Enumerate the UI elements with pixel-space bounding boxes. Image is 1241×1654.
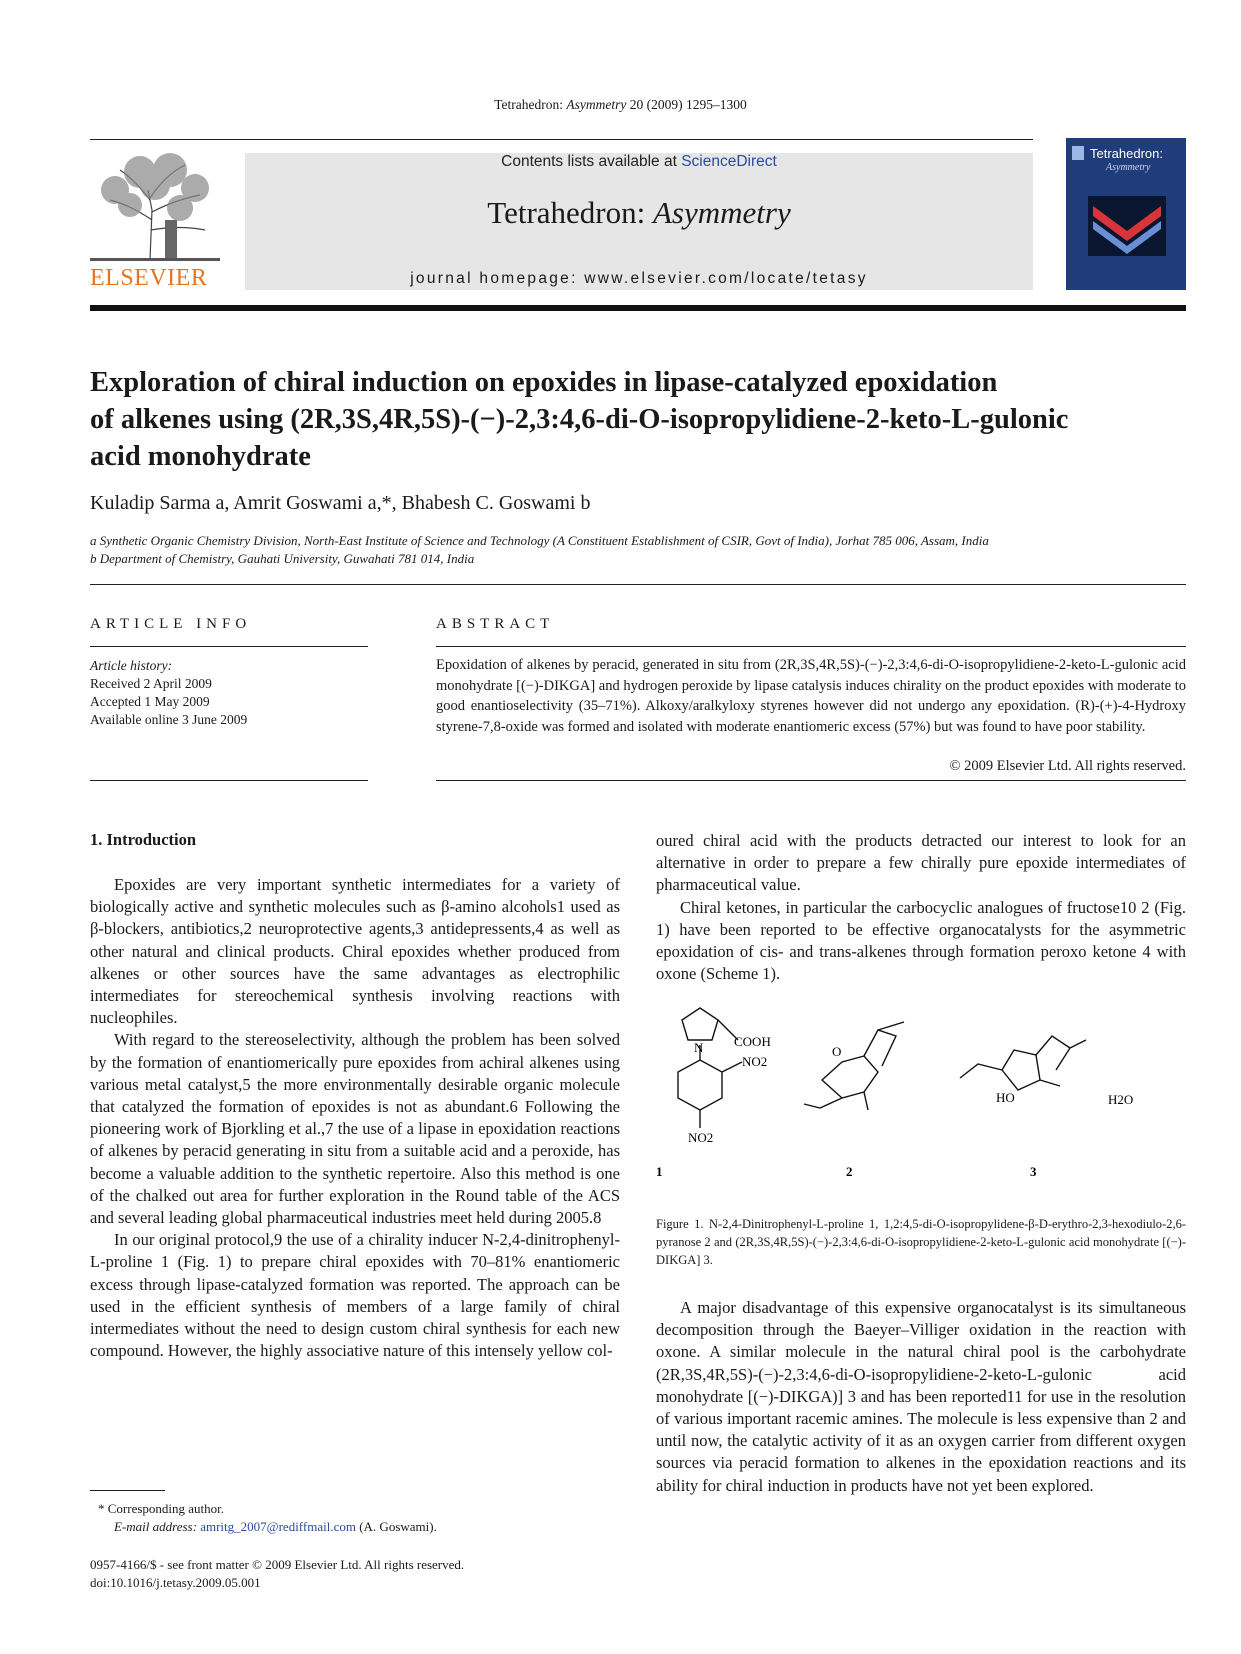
chemical-structures <box>656 1000 1186 1200</box>
masthead-rule <box>90 305 1186 311</box>
intro-paragraph-3: In our original protocol,9 the use of a chirality inducer N-2,4-dinitrophenyl-L-proline 1 (Fig. 1) to prepare chiral epoxides with 70–81% enantiomeric excess through lipase-catalyzed formation was reported. The approach can be used in the efficient synthesis of members of a large family of chiral intermediates without the need to design custom chiral synthesis for each new compound. However, the highly associative nature of this intensely yellow col- <box>90 1230 620 1361</box>
doi-line[interactable]: doi:10.1016/j.tetasy.2009.05.001 <box>90 1575 261 1590</box>
abstract-text: Epoxidation of alkenes by peracid, generated in situ from (2R,3S,4R,5S)-(−)-2,3:4,6-di-O-isopropylidiene-2-keto-L-gulonic acid monohydrate [(−)-DIKGA] and hydrogen peroxide by lipase catalysis induces chirality on the product epoxides with moderate to good enantioselectivity (35–71%). Alkoxy/aralkyloxy styrenes however did not undergo any epoxidation. (R)-(+)-4-Hydroxy styrene-7,8-oxide was formed and isolated with moderate enantiomeric excess (57%) but was found to have poor stability. <box>436 657 1186 735</box>
cover-subtitle: Asymmetry <box>1106 162 1151 173</box>
contents-available: Contents lists available at ScienceDirect <box>501 153 777 170</box>
no2-label-b: NO2 <box>688 1130 714 1145</box>
journal-citation: Tetrahedron: Asymmetry 20 (2009) 1295–1300 <box>494 97 747 112</box>
article-title: Exploration of chiral induction on epoxides in lipase-catalyzed epoxidation of alkenes using (2R,3S,4R,5S)-(−)-2,3:4,6-di-O-isopropylidiene-2-keto-L-gulonic acid monohydrate <box>90 367 1069 472</box>
online-date: Available online 3 June 2009 <box>90 712 248 727</box>
journal-banner <box>245 153 1033 290</box>
footnote-rule <box>90 1490 165 1491</box>
compound-label-2: 2 <box>846 1164 853 1179</box>
compound-label-3: 3 <box>1030 1164 1037 1179</box>
abstract-heading: ABSTRACT <box>436 616 555 632</box>
abstract-rule <box>436 646 1186 647</box>
h2o-label: H2O <box>1108 1092 1134 1107</box>
email-link[interactable]: amritg_2007@rediffmail.com <box>200 1519 356 1534</box>
cooh-label: COOH <box>734 1034 771 1049</box>
journal-title: Tetrahedron: Asymmetry <box>487 195 791 230</box>
affiliation-b: b Department of Chemistry, Gauhati University, Guwahati 781 014, India <box>90 551 475 566</box>
article-info-rule <box>90 646 368 647</box>
no2-label-a: NO2 <box>742 1054 768 1069</box>
ring-oxygen-label: O <box>832 1044 842 1059</box>
issn-line: 0957-4166/$ - see front matter © 2009 Elsevier Ltd. All rights reserved. <box>90 1557 465 1572</box>
cover-logo-icon <box>1072 146 1084 160</box>
accepted-date: Accepted 1 May 2009 <box>90 694 210 709</box>
email-note: E-mail address: amritg_2007@rediffmail.com (A. Goswami). <box>114 1519 437 1534</box>
section-heading-introduction: 1. Introduction <box>90 830 197 849</box>
tree-logo-icon <box>90 150 220 262</box>
abstract-bottom-rule <box>436 780 1186 781</box>
figure-1-caption: Figure 1. N-2,4-Dinitrophenyl-L-proline 1, 1,2:4,5-di-O-isopropylidene-β-D-erythro-2,3-hexodiulo-2,6-pyranose 2 and (2R,3S,4R,5S)-(−)-2,3:4,6-di-O-isopropylidiene-2-keto-L-gulonic acid monohydrate [(−)-DIKGA] 3. <box>656 1217 1186 1267</box>
intro-paragraph-1: Epoxides are very important synthetic intermediates for a variety of biologically active and synthetic molecules such as β-amino alcohols1 used as β-blockers, antibiotics,2 neuroprotective agents,3 antidepressents,4 as well as other natural and clinical products. Chiral epoxides whether produced from alkenes or other sources have the same advantages as electrophilic intermediates for stereochemical synthesis involving reactions with nucleophiles. <box>90 875 620 1028</box>
ho-label: HO <box>996 1090 1015 1105</box>
cover-title: Tetrahedron: <box>1090 146 1163 161</box>
affiliation-a: a Synthetic Organic Chemistry Division, North-East Institute of Science and Technology (A Constituent Establishment of CSIR, Govt of India), Jorhat 785 006, Assam, India <box>90 533 989 548</box>
intro-paragraph-2: With regard to the stereoselectivity, although the problem has been solved by the formation of enantiomerically pure epoxides from achiral alkenes using various metal catalyst,5 the more environmentally desirable organic molecule that catalyzed the formation of epoxides is not as abundant.6 Following the pioneering work of Bjorkling et al.,7 the use of a lipase in epoxidation reactions of alkenes by peracid generating in situ from a suitable acid and a peroxide, has become a valuable addition to the synthetic repertoire. Also this method is one of the chalked out area for further exploration in the Round table of the ACS and several leading global pharmaceutical industries meet held during 2005.8 <box>90 1030 620 1228</box>
right-column-bottom <box>656 1297 1186 1497</box>
left-column <box>90 874 620 1362</box>
received-date: Received 2 April 2009 <box>90 676 212 691</box>
author-list: Kuladip Sarma a, Amrit Goswami a,*, Bhabesh C. Goswami b <box>90 492 591 514</box>
affiliation-rule <box>90 584 1186 585</box>
article-info-heading: ARTICLE INFO <box>90 616 252 632</box>
history-label: Article history: <box>90 658 173 673</box>
journal-homepage[interactable]: journal homepage: www.elsevier.com/locate/tetasy <box>410 270 868 287</box>
elsevier-logo[interactable] <box>90 150 220 292</box>
right-column-top <box>656 830 1186 985</box>
abstract-copyright: © 2009 Elsevier Ltd. All rights reserved. <box>949 758 1186 774</box>
right-paragraph-2: Chiral ketones, in particular the carbocyclic analogues of fructose10 2 (Fig. 1) have been reported to be effective organocatalysts for the asymmetric epoxidation of cis- and trans-alkenes through formation peroxo ketone 4 with oxone (Scheme 1). <box>656 897 1186 984</box>
right-paragraph-1: oured chiral acid with the products detracted our interest to look for an alternative in order to prepare a few chirally pure epoxide intermediates of pharmaceutical value. <box>656 831 1186 895</box>
header-rule <box>90 139 1033 140</box>
right-paragraph-3: A major disadvantage of this expensive organocatalyst is its simultaneous decomposition through the Baeyer–Villiger oxidation in the reaction with oxone. A similar molecule in the natural chiral pool is the carbohydrate (2R,3S,4R,5S)-(−)-2,3:4,6-di-O-isopropylidiene-2-keto-L-gulonic acid monohydrate [(−)-DIKGA)] 3 and has been reported11 for use in the resolution of various important racemic amines. The molecule is less expensive than 2 and until now, the catalytic activity of it as an oxygen carrier from different oxygen sources via peracid formation to alkenes in the epoxidation reactions and its ability for chiral induction in products have not yet been explored. <box>656 1298 1186 1495</box>
journal-cover[interactable] <box>1066 138 1186 290</box>
compound-label-1: 1 <box>656 1164 663 1179</box>
n-label: N <box>694 1040 704 1055</box>
elsevier-wordmark: ELSEVIER <box>90 265 208 291</box>
corresponding-author-note: * Corresponding author. <box>98 1501 225 1516</box>
article-history <box>90 657 247 729</box>
article-info-bottom-rule <box>90 780 368 781</box>
cover-art-icon <box>1088 196 1166 256</box>
sciencedirect-link[interactable]: ScienceDirect <box>681 153 777 170</box>
figure-1 <box>656 1000 1186 1200</box>
